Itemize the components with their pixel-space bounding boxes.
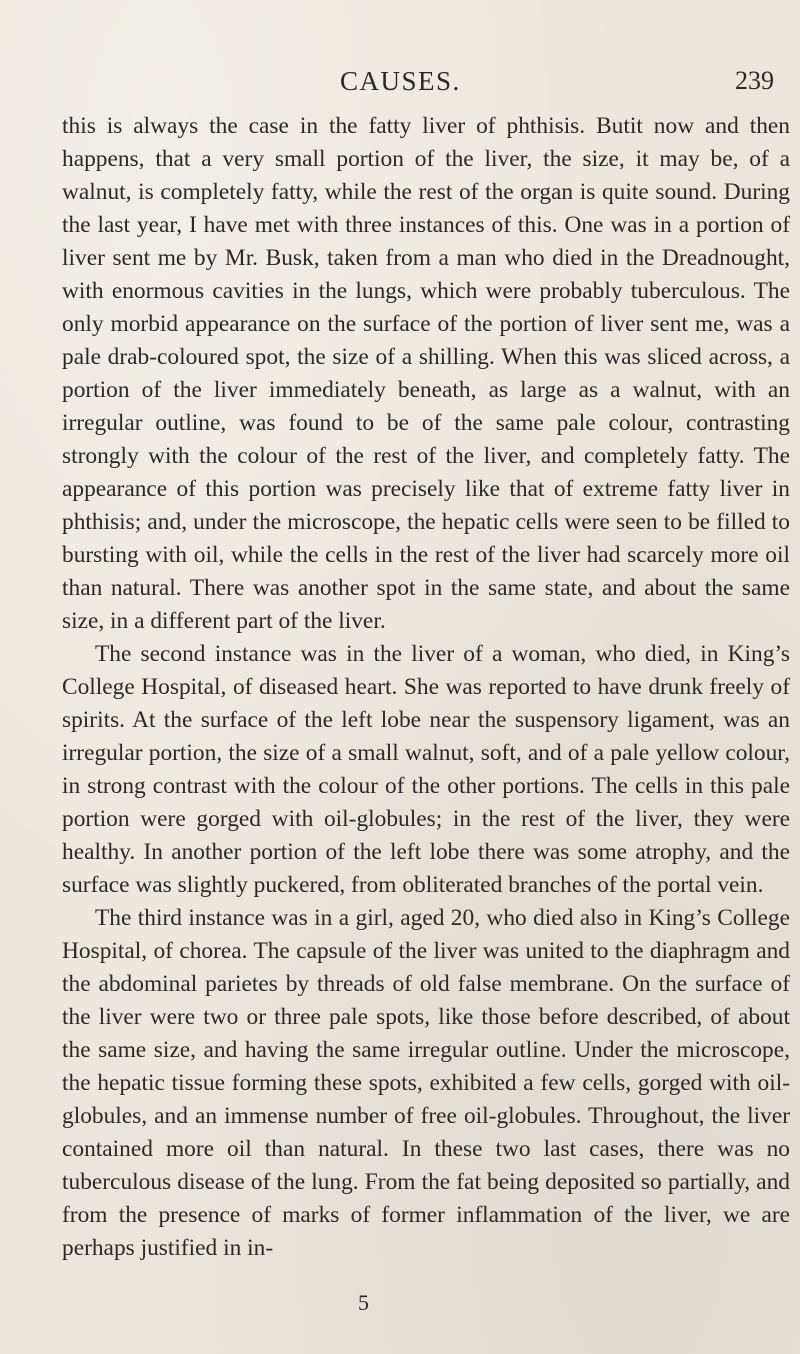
paragraph-1: this is always the case in the fatty liver of phthisis. Butit now and then happens, that a very small portion of the liver, the size, it may be, of a walnut, is completely fatty, while the rest of the organ is quite sound. During the last year, I have met with three instances of this. One was in a portion of liver sent me by Mr. Busk, taken from a man who died in the Dreadnought, with enormous cavities in the lungs, which were probably tuberculous. The only morbid appearance on the surface of the portion of liver sent me, was a pale drab-coloured spot, the size of a shilling. When this was sliced across, a portion of the liver immediately beneath, as large as a walnut, with an irregular outline, was found to be of the same pale colour, contrasting strongly with the colour of the rest of the liver, and completely fatty. The appearance of this portion was precisely like that of extreme fatty liver in phthisis; and, under the microscope, the hepatic cells were seen to be filled to bursting with oil, while the cells in the rest of the liver had scarcely more oil than natural. There was another spot in the same state, and about the same size, in a different part of the liver. bbox=[62, 113, 790, 634]
page-number: 239 bbox=[735, 66, 774, 95]
running-head bbox=[60, 66, 774, 106]
body-text bbox=[62, 110, 790, 1265]
paragraph-3: The third instance was in a girl, aged 20, who died also in King’s College Hospital, of chorea. The capsule of the liver was united to the diaphragm and the abdominal parietes by threads of old false membrane. On the surface of the liver were two or three pale spots, like those before described, of about the same size, and having the same irregular outline. Under the microscope, the hepatic tissue forming these spots, exhibited a few cells, gorged with oil-globules, and an immense number of free oil-globules. Throughout, the liver contained more oil than natural. In these two last cases, there was no tuberculous disease of the lung. From the fat being deposited so partially, and from the presence of marks of former inflammation of the liver, we are perhaps justified in in- bbox=[62, 905, 790, 1261]
running-title: CAUSES. bbox=[340, 66, 461, 96]
paragraph-2: The second instance was in the liver of a woman, who died, in King’s College Hospital, of diseased heart. She was reported to have drunk freely of spirits. At the surface of the left lobe near the suspensory ligament, was an irregular portion, the size of a small walnut, soft, and of a pale yellow colour, in strong contrast with the colour of the other portions. The cells in this pale portion were gorged with oil-globules; in the rest of the liver, they were healthy. In another portion of the left lobe there was some atrophy, and the surface was slightly puckered, from obliterated branches of the portal vein. bbox=[62, 641, 790, 898]
signature-mark: 5 bbox=[358, 1290, 369, 1315]
